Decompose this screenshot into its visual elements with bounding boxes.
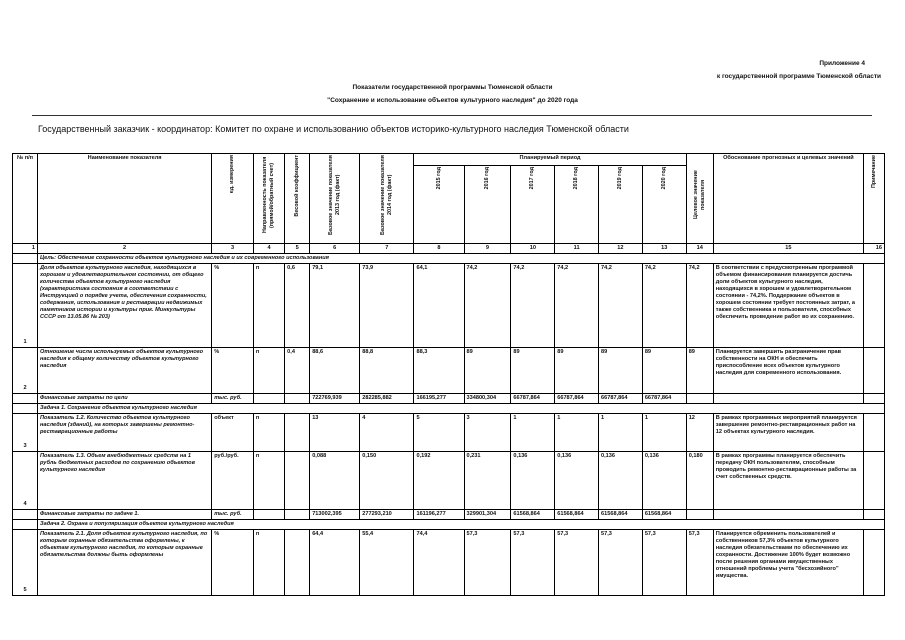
indicator-name: Показатель 1.3. Объем внебюджетных средств на 1 рубль бюджетных расходов по сохранению объектов культурного наследия <box>38 451 212 509</box>
value-2019: 1 <box>599 413 643 451</box>
finance-2014: 282285,882 <box>360 393 414 403</box>
task1-row <box>13 403 885 413</box>
table-row <box>13 347 885 393</box>
base-2014-cell: 0,150 <box>360 451 414 509</box>
goal-row <box>13 253 885 263</box>
base-2014-cell: 73,9 <box>360 263 414 347</box>
table-row <box>13 529 885 595</box>
col-number: 10 <box>511 244 555 254</box>
appendix-note: к государственной программе Тюменской области <box>716 73 881 80</box>
direction-cell: п <box>253 451 284 509</box>
base-2013-cell: 79,1 <box>310 263 360 347</box>
header-note: Примечание <box>863 154 884 244</box>
row-number: 2 <box>13 347 38 393</box>
indicator-name: Отношение числа используемых объектов культурного наследия к общему количеству объектов культурного наследия <box>38 347 212 393</box>
finance-2016: 334800,304 <box>464 393 511 403</box>
value-2016: 57,3 <box>464 529 511 595</box>
value-2016: 89 <box>464 347 511 393</box>
base-2013-cell: 13 <box>310 413 360 451</box>
column-numbers-row <box>13 244 885 254</box>
header-planned-period: Планируемый период <box>414 154 686 166</box>
value-2019: 74,2 <box>599 263 643 347</box>
direction-cell: п <box>253 263 284 347</box>
finance-2016: 329901,304 <box>464 509 511 519</box>
col-number: 1 <box>13 244 38 254</box>
col-number: 8 <box>414 244 464 254</box>
direction-cell: п <box>253 413 284 451</box>
value-2020: 57,3 <box>642 529 686 595</box>
header-num: № п/п <box>13 154 38 244</box>
note-cell <box>863 263 884 347</box>
col-number: 6 <box>310 244 360 254</box>
indicator-name: Показатель 1.2. Количество объектов культурного наследия (зданий), на которых завершены ремонтно-реставрационные работы <box>38 413 212 451</box>
note-cell <box>863 451 884 509</box>
value-2019: 0,136 <box>599 451 643 509</box>
finance-2019: 61568,864 <box>599 509 643 519</box>
target-cell: 57,3 <box>686 529 713 595</box>
col-number: 7 <box>360 244 414 254</box>
weight-cell <box>285 529 310 595</box>
header-justification: Обоснование прогнозных и целевых значений <box>713 154 863 244</box>
target-cell: 74,2 <box>686 263 713 347</box>
weight-cell <box>285 413 310 451</box>
header-base-2013: Базовое значение показателя 2013 год (факт) <box>310 154 360 244</box>
finance-2018: 66787,864 <box>555 393 599 403</box>
col-number: 4 <box>253 244 284 254</box>
finance-2020: 61568,864 <box>642 509 686 519</box>
value-2018: 89 <box>555 347 599 393</box>
header-year-2019: 2019 год <box>599 166 643 244</box>
task1-text: Задача 1. Сохранение объектов культурного наследия <box>38 403 885 413</box>
value-2017: 89 <box>511 347 555 393</box>
row-number: 3 <box>13 413 38 451</box>
col-number: 9 <box>464 244 511 254</box>
finance-2018: 61568,864 <box>555 509 599 519</box>
note-cell <box>863 347 884 393</box>
base-2014-cell: 88,8 <box>360 347 414 393</box>
finance-2013: 713002,395 <box>310 509 360 519</box>
note-cell <box>863 529 884 595</box>
value-2015: 88,3 <box>414 347 464 393</box>
justification-cell: В рамках программных мероприятий планируется завершение ремонтно-реставрационных работ на 12 объектах культурного наследия. <box>713 413 863 451</box>
finance-2015: 166195,277 <box>414 393 464 403</box>
value-2017: 74,2 <box>511 263 555 347</box>
value-2017: 57,3 <box>511 529 555 595</box>
finance-2019: 66787,864 <box>599 393 643 403</box>
col-number: 12 <box>599 244 643 254</box>
finance-2017: 61568,864 <box>511 509 555 519</box>
col-number: 11 <box>555 244 599 254</box>
table-row <box>13 413 885 451</box>
divider <box>32 115 872 116</box>
header-direction: Направленность показателя (прямой/обратный счет) <box>253 154 284 244</box>
finance-2013: 722769,939 <box>310 393 360 403</box>
row-number: 4 <box>13 451 38 509</box>
value-2015: 5 <box>414 413 464 451</box>
value-2016: 3 <box>464 413 511 451</box>
value-2020: 0,136 <box>642 451 686 509</box>
value-2019: 89 <box>599 347 643 393</box>
table-row <box>13 263 885 347</box>
base-2014-cell: 55,4 <box>360 529 414 595</box>
value-2018: 0,136 <box>555 451 599 509</box>
finance-2015: 161196,277 <box>414 509 464 519</box>
weight-cell: 0,6 <box>285 263 310 347</box>
base-2013-cell: 64,4 <box>310 529 360 595</box>
value-2020: 74,2 <box>642 263 686 347</box>
value-2015: 0,192 <box>414 451 464 509</box>
indicator-name: Доля объектов культурного наследия, находящихся в хорошем и удовлетворительном состоянии, от общего количества объектов культурного наследия (характеристика состояния в соответствии с Инструкцией о порядке учета, обеспечения сохранности, содержания, использования и реставрации недвижимых памятников истории и культуры прик. Минкультуры СССР от 13.05.86 № 203) <box>38 263 212 347</box>
header-year-2015: 2015 год <box>414 166 464 244</box>
col-number: 15 <box>713 244 863 254</box>
value-2015: 64,1 <box>414 263 464 347</box>
value-2019: 57,3 <box>599 529 643 595</box>
base-2013-cell: 0,088 <box>310 451 360 509</box>
document-subtitle: "Сохранение и использование объектов культурного наследия" до 2020 года <box>327 97 578 104</box>
weight-cell: 0,4 <box>285 347 310 393</box>
col-number: 13 <box>642 244 686 254</box>
unit-cell: % <box>212 263 254 347</box>
finance-row <box>13 509 885 519</box>
goal-text: Цель: Обеспечение сохранности объектов культурного наследия и их современного использования <box>38 253 885 263</box>
target-cell: 12 <box>686 413 713 451</box>
row-number: 5 <box>13 529 38 595</box>
value-2018: 74,2 <box>555 263 599 347</box>
value-2017: 1 <box>511 413 555 451</box>
unit-cell: объект <box>212 413 254 451</box>
finance-unit: тыс. руб. <box>212 509 254 519</box>
base-2013-cell: 88,6 <box>310 347 360 393</box>
header-base-2014: Базовое значение показателя 2014 год (факт) <box>360 154 414 244</box>
header-unit: ед. измерения <box>212 154 254 244</box>
header-name: Наименование показателя <box>38 154 212 244</box>
header-target: Целевое значение показателя <box>686 154 713 244</box>
table-row <box>13 451 885 509</box>
justification-cell: Планируется обременить пользователей и собственников 57,3% объектов культурного наследия обязательствами по обеспечению их сохранности. Достижение 100% будет возможно после решения органами имущественных отношений проблемы учета "бесхозяйного" имущества. <box>713 529 863 595</box>
justification-cell: В соответствии с предусмотренным программой объемом финансирования планируется достичь доли объектов культурного наследия, находящихся в хорошем и удовлетворительном состоянии - 74,2%. Поддержание объектов в хорошем состоянии требует постоянных затрат, а также собственника и пользователя, способных обеспечить проведение работ во их сохранению. <box>713 263 863 347</box>
col-number: 14 <box>686 244 713 254</box>
finance-2020: 66787,864 <box>642 393 686 403</box>
value-2017: 0,136 <box>511 451 555 509</box>
justification-cell: В рамках программы планируется обеспечить передачу ОКН пользователям, способным проводить ремонтно-реставрационные работы за счет собственных средств. <box>713 451 863 509</box>
target-cell: 0,180 <box>686 451 713 509</box>
finance-2017: 66787,864 <box>511 393 555 403</box>
value-2018: 1 <box>555 413 599 451</box>
base-2014-cell: 4 <box>360 413 414 451</box>
finance-row <box>13 393 885 403</box>
finance-label: Финансовые затраты по цели <box>38 393 212 403</box>
header-year-2018: 2018 год <box>555 166 599 244</box>
task2-text: Задача 2. Охрана и популяризация объектов культурного наследия <box>38 519 885 529</box>
unit-cell: руб./руб. <box>212 451 254 509</box>
header-year-2020: 2020 год <box>642 166 686 244</box>
header-year-2017: 2017 год <box>511 166 555 244</box>
value-2020: 1 <box>642 413 686 451</box>
document-title: Показатели государственной программы Тюменской области <box>352 84 553 91</box>
col-number: 2 <box>38 244 212 254</box>
finance-label: Финансовые затраты по задаче 1. <box>38 509 212 519</box>
justification-cell: Планируется завершить разграничение прав собственности на ОКН и обеспечить приспособление всех объектов культурного наследия для современного использования. <box>713 347 863 393</box>
finance-2014: 277293,210 <box>360 509 414 519</box>
value-2020: 89 <box>642 347 686 393</box>
col-number: 16 <box>863 244 884 254</box>
indicator-name: Показатель 2.1. Доля объектов культурного наследия, по которым охранные обязательства оформлены, к объектам культурного наследия, по которым охранные обязательства должны быть оформлены <box>38 529 212 595</box>
value-2015: 74,4 <box>414 529 464 595</box>
unit-cell: % <box>212 347 254 393</box>
note-cell <box>863 413 884 451</box>
row-number: 1 <box>13 263 38 347</box>
appendix-label: Приложение 4 <box>819 60 865 67</box>
unit-cell: % <box>212 529 254 595</box>
target-cell: 89 <box>686 347 713 393</box>
direction-cell: п <box>253 529 284 595</box>
col-number: 3 <box>212 244 254 254</box>
value-2016: 0,231 <box>464 451 511 509</box>
value-2018: 57,3 <box>555 529 599 595</box>
task2-row <box>13 519 885 529</box>
value-2016: 74,2 <box>464 263 511 347</box>
direction-cell: п <box>253 347 284 393</box>
weight-cell <box>285 451 310 509</box>
state-customer: Государственный заказчик - координатор: Комитет по охране и использованию объектов историко-культурного наследия Тюменской области <box>38 124 629 134</box>
header-weight: Весовой коэффициент <box>285 154 310 244</box>
indicators-table <box>12 153 885 596</box>
header-year-2016: 2016 год <box>464 166 511 244</box>
finance-unit: тыс. руб. <box>212 393 254 403</box>
col-number: 5 <box>285 244 310 254</box>
